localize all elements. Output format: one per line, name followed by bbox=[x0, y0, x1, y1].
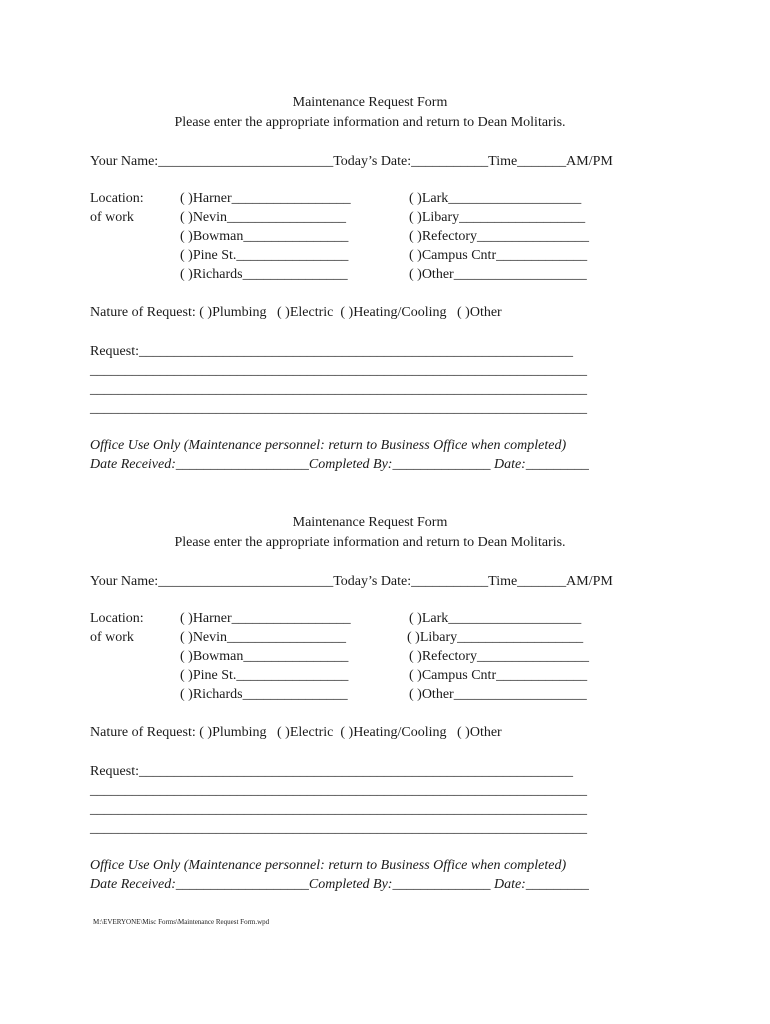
location-option-refectory: ( )Refectory________________ bbox=[409, 649, 590, 664]
maintenance-form-1 bbox=[0, 0, 770, 472]
location-option-refectory: ( )Refectory________________ bbox=[409, 229, 590, 244]
form-instructions: Please enter the appropriate information and return to Dean Molitaris. bbox=[174, 535, 566, 550]
location-label-of-work: of work bbox=[90, 630, 134, 645]
request-blank-line: _______________________________________________________________________ bbox=[90, 783, 587, 798]
nature-of-request-line: Nature of Request: ( )Plumbing ( )Electric ( )Heating/Cooling ( )Other bbox=[90, 305, 502, 320]
location-option-libary: ( )Libary__________________ bbox=[407, 630, 584, 645]
location-option-campus-cntr: ( )Campus Cntr_____________ bbox=[409, 248, 588, 263]
location-option-other: ( )Other___________________ bbox=[409, 267, 587, 282]
location-option-other: ( )Other___________________ bbox=[409, 687, 587, 702]
location-option-pine-st: ( )Pine St.________________ bbox=[180, 668, 349, 683]
location-option-libary: ( )Libary__________________ bbox=[409, 210, 586, 225]
location-option-richards: ( )Richards_______________ bbox=[180, 687, 348, 702]
date-received-line: Date Received:___________________Completed By:______________ Date:_________ bbox=[90, 877, 589, 892]
name-date-time-line: Your Name:_________________________Today’s Date:___________Time_______AM/PM bbox=[90, 574, 613, 589]
name-date-time-line: Your Name:_________________________Today’s Date:___________Time_______AM/PM bbox=[90, 154, 613, 169]
file-path-footer: M:\EVERYONE\Misc Forms\Maintenance Request Form.wpd bbox=[93, 918, 270, 926]
request-blank-line: _______________________________________________________________________ bbox=[90, 363, 587, 378]
location-option-campus-cntr: ( )Campus Cntr_____________ bbox=[409, 668, 588, 683]
office-use-only-note: Office Use Only (Maintenance personnel: return to Business Office when completed) bbox=[90, 858, 567, 873]
location-label-of-work: of work bbox=[90, 210, 134, 225]
nature-of-request-line: Nature of Request: ( )Plumbing ( )Electric ( )Heating/Cooling ( )Other bbox=[90, 725, 502, 740]
location-option-bowman: ( )Bowman_______________ bbox=[180, 649, 349, 664]
location-option-harner: ( )Harner_________________ bbox=[180, 191, 351, 206]
location-option-nevin: ( )Nevin_________________ bbox=[180, 210, 347, 225]
request-line: Request:______________________________________________________________ bbox=[90, 344, 573, 359]
location-option-lark: ( )Lark___________________ bbox=[409, 191, 582, 206]
date-received-line: Date Received:___________________Completed By:______________ Date:_________ bbox=[90, 457, 589, 472]
location-option-richards: ( )Richards_______________ bbox=[180, 267, 348, 282]
location-option-bowman: ( )Bowman_______________ bbox=[180, 229, 349, 244]
request-line: Request:______________________________________________________________ bbox=[90, 764, 573, 779]
location-option-pine-st: ( )Pine St.________________ bbox=[180, 248, 349, 263]
request-blank-line: _______________________________________________________________________ bbox=[90, 382, 587, 397]
maintenance-form-2 bbox=[0, 420, 770, 892]
location-option-harner: ( )Harner_________________ bbox=[180, 611, 351, 626]
form-title: Maintenance Request Form bbox=[292, 95, 448, 110]
location-label: Location: bbox=[90, 191, 144, 206]
office-use-only-note: Office Use Only (Maintenance personnel: return to Business Office when completed) bbox=[90, 438, 567, 453]
request-blank-line: _______________________________________________________________________ bbox=[90, 802, 587, 817]
location-option-lark: ( )Lark___________________ bbox=[409, 611, 582, 626]
form-title: Maintenance Request Form bbox=[292, 515, 448, 530]
request-blank-line: _______________________________________________________________________ bbox=[90, 401, 587, 416]
request-blank-line: _______________________________________________________________________ bbox=[90, 821, 587, 836]
location-option-nevin: ( )Nevin_________________ bbox=[180, 630, 347, 645]
location-label: Location: bbox=[90, 611, 144, 626]
form-instructions: Please enter the appropriate information and return to Dean Molitaris. bbox=[174, 115, 566, 130]
